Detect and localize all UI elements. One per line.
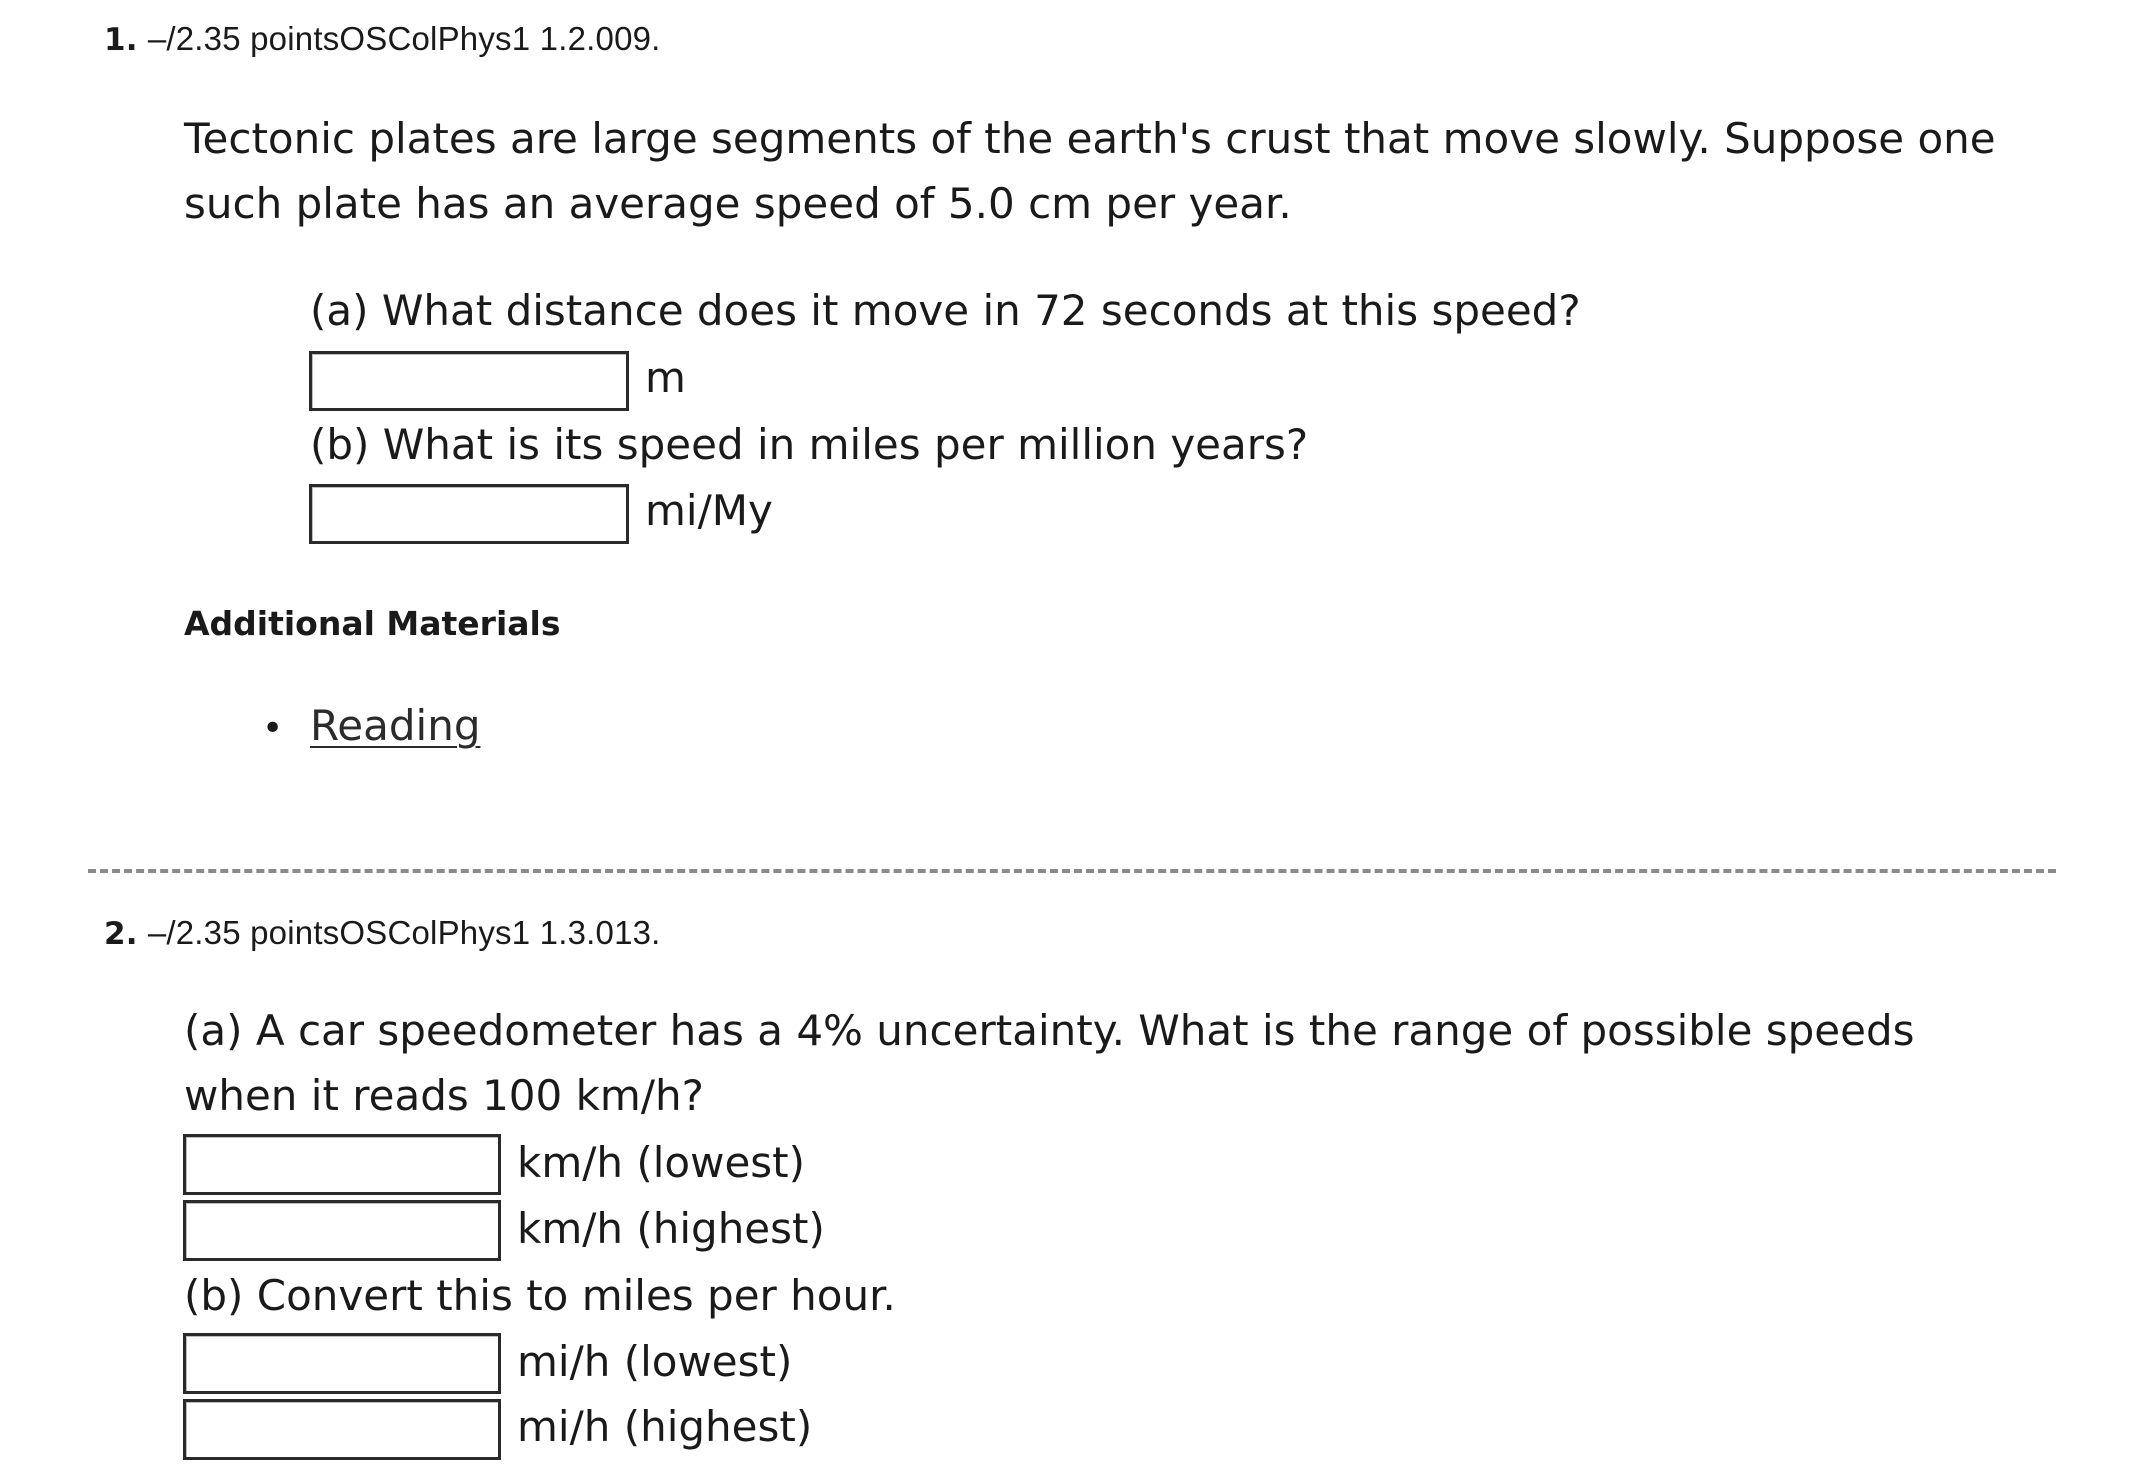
q1-part-a-unit: m: [645, 353, 686, 402]
question-2-header: [104, 914, 661, 952]
q2-part-a-lowest-unit: km/h (lowest): [517, 1138, 806, 1187]
q2-part-a-highest-input[interactable]: [183, 1200, 501, 1261]
reading-link[interactable]: Reading: [310, 701, 481, 750]
question-1-number: 1.: [104, 22, 138, 58]
question-1-header: [104, 20, 661, 58]
q2-part-b-highest-input[interactable]: [183, 1399, 501, 1460]
question-2-points: –/2.35 points: [147, 914, 340, 951]
q1-part-b-unit: mi/My: [645, 486, 773, 535]
q1-part-b-answer-input[interactable]: [309, 484, 629, 544]
q2-part-b-lowest-input[interactable]: [183, 1333, 501, 1394]
question-2-code: OSColPhys1 1.3.013.: [339, 914, 661, 951]
q2-part-a-lowest-input[interactable]: [183, 1134, 501, 1195]
q2-part-b-lowest-unit: mi/h (lowest): [517, 1337, 793, 1386]
bullet: •: [262, 708, 284, 749]
question-1-points: –/2.35 points: [147, 20, 340, 57]
additional-materials-heading: Additional Materials: [184, 604, 561, 643]
question-divider: [88, 869, 2056, 873]
question-1-code: OSColPhys1 1.2.009.: [339, 20, 661, 57]
q2-part-a-prompt: (a) A car speedometer has a 4% uncertainty. What is the range of possible speeds when it reads 100 km/h?: [184, 1006, 1915, 1120]
q2-part-b-prompt: (b) Convert this to miles per hour.: [184, 1271, 896, 1320]
q1-part-b-prompt: (b) What is its speed in miles per million years?: [310, 420, 1309, 469]
q2-part-b-highest-unit: mi/h (highest): [517, 1402, 813, 1451]
question-1-text: Tectonic plates are large segments of the earth's crust that move slowly. Suppose one such plate has an average speed of 5.0 cm per year.: [184, 114, 1996, 228]
q1-part-a-prompt: (a) What distance does it move in 72 seconds at this speed?: [310, 286, 1581, 335]
q2-part-a-highest-unit: km/h (highest): [517, 1204, 825, 1253]
question-2-number: 2.: [104, 916, 138, 952]
q1-part-a-answer-input[interactable]: [309, 351, 629, 411]
